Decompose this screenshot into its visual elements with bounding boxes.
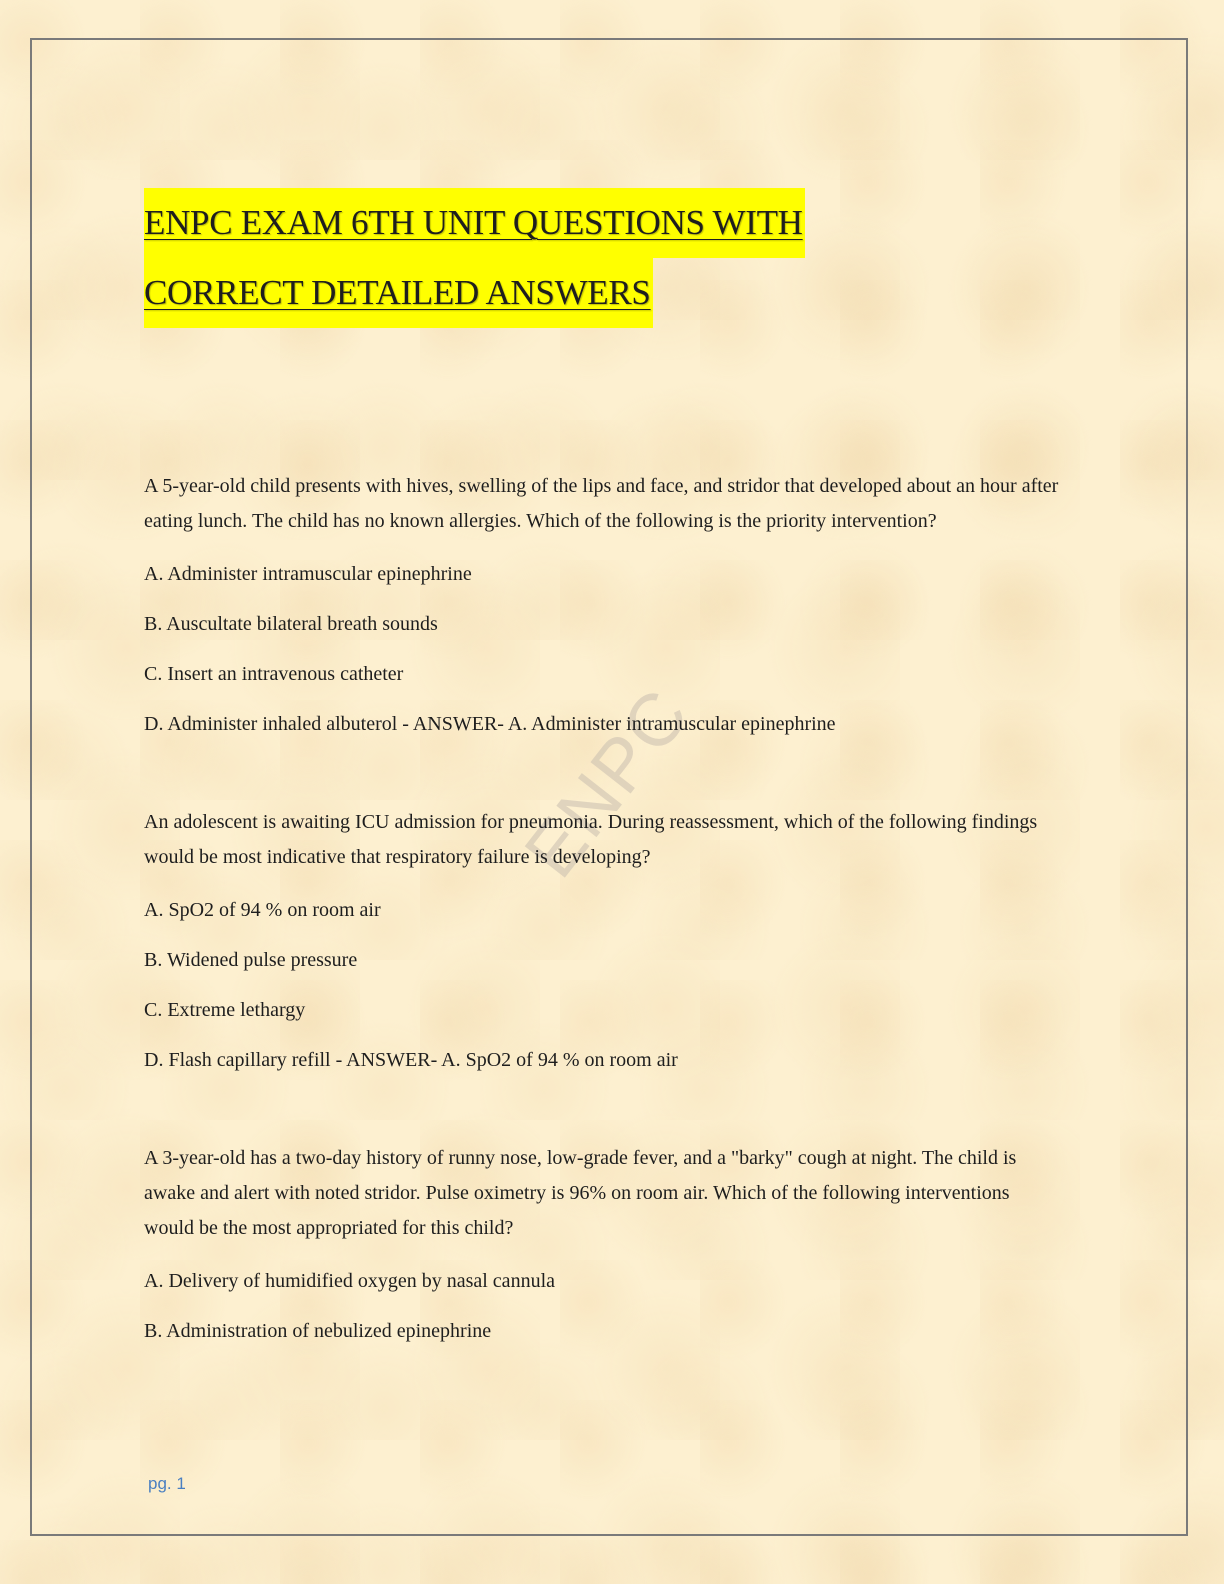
option-a: A. SpO2 of 94 % on room air xyxy=(144,899,381,921)
question-text: A 5-year-old child presents with hives, swelling of the lips and face, and stridor that developed about an hour after eating lunch. The child has no known allergies. Which of the following is the priority intervention? xyxy=(144,475,1059,532)
title-line-2: CORRECT DETAILED ANSWERS xyxy=(144,258,653,328)
option-a: A. Administer intramuscular epinephrine xyxy=(144,563,472,585)
option-b: B. Widened pulse pressure xyxy=(144,949,358,971)
option-d-with-answer: D. Flash capillary refill - ANSWER- A. SpO2 of 94 % on room air xyxy=(144,1049,678,1071)
question-block-1 xyxy=(144,469,1064,739)
title-line-1: ENPC EXAM 6TH UNIT QUESTIONS WITH xyxy=(144,188,805,258)
questions-content xyxy=(144,469,1064,1412)
watermark: ENPC xyxy=(508,672,706,893)
option-d-with-answer: D. Administer inhaled albuterol - ANSWER- A. Administer intramuscular epinephrine xyxy=(144,713,836,735)
question-text: An adolescent is awaiting ICU admission for pneumonia. During reassessment, which of the following findings would be most indicative that respiratory failure is developing? xyxy=(144,811,1038,868)
option-c: C. Extreme lethargy xyxy=(144,999,306,1021)
option-b: B. Administration of nebulized epinephrine xyxy=(144,1320,492,1342)
document-title xyxy=(144,188,1044,328)
question-block-2 xyxy=(144,805,1064,1075)
question-block-3 xyxy=(144,1141,1064,1346)
question-text: A 3-year-old has a two-day history of runny nose, low-grade fever, and a "barky" cough at night. The child is awake and alert with noted stridor. Pulse oximetry is 96% on room air. Which of the following interventions would be the most appropriated for this child? xyxy=(144,1147,1017,1239)
option-c: C. Insert an intravenous catheter xyxy=(144,663,404,685)
option-a: A. Delivery of humidified oxygen by nasal cannula xyxy=(144,1270,555,1292)
page-number: pg. 1 xyxy=(148,1474,186,1493)
option-b: B. Auscultate bilateral breath sounds xyxy=(144,613,438,635)
